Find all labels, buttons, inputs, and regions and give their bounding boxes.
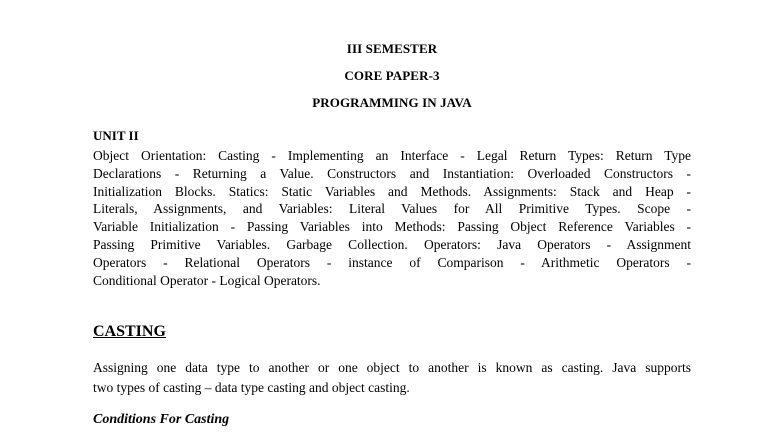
- paragraph-line: Assigning one data type to another or one object to another is known as casting. Java supports: [93, 360, 691, 375]
- paragraph-line: two types of casting – data type casting and object casting.: [93, 380, 410, 395]
- course-heading: PROGRAMMING IN JAVA: [312, 95, 472, 110]
- syllabus-line: Initialization Blocks. Statics: Static Variables and Methods. Assignments: Stack and Heap -: [93, 183, 691, 199]
- syllabus-line: Operators - Relational Operators - instance of Comparison - Arithmetic Operators -: [93, 254, 691, 270]
- syllabus-line: Object Orientation: Casting - Implementing an Interface - Legal Return Types: Return Type: [93, 148, 691, 163]
- syllabus-line: Conditional Operator - Logical Operators.: [93, 272, 321, 288]
- syllabus-line: Variable Initialization - Passing Variables into Methods: Passing Object Reference Variables -: [93, 219, 691, 235]
- casting-paragraph: [93, 358, 691, 398]
- sub-heading: Conditions For Casting: [93, 412, 230, 427]
- syllabus-line: Literals, Assignments, and Variables: Literal Values for All Primitive Types. Scope -: [93, 201, 691, 217]
- syllabus-line: Passing Primitive Variables. Garbage Collection. Operators: Java Operators - Assignment: [93, 236, 691, 252]
- unit-syllabus-paragraph: [93, 147, 691, 289]
- syllabus-line: Declarations - Returning a Value. Constructors and Instantiation: Overloaded Constructors -: [93, 165, 691, 181]
- unit-label: UNIT II: [93, 128, 139, 143]
- semester-heading: III SEMESTER: [346, 41, 438, 56]
- paper-heading: CORE PAPER-3: [344, 68, 440, 83]
- section-title: CASTING: [93, 323, 166, 340]
